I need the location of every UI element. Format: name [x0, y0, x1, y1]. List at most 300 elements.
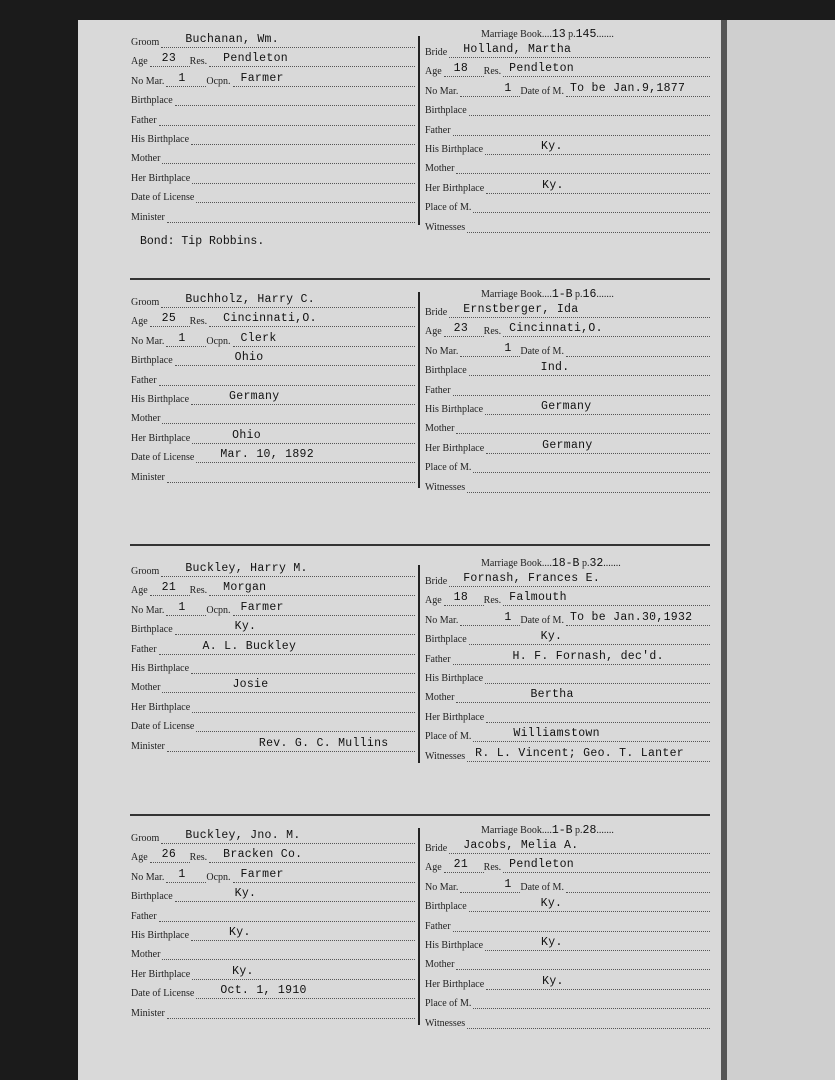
field-line	[473, 994, 710, 1009]
field-value: Bracken Co.	[223, 848, 303, 862]
field-label: Res.	[189, 56, 208, 68]
groom-row	[131, 146, 415, 164]
field-line	[196, 188, 415, 203]
groom-row	[131, 406, 415, 424]
field-label: Mother	[425, 959, 455, 971]
field-line	[159, 640, 415, 655]
field-label: Age	[131, 585, 148, 597]
field-label: Age	[425, 862, 442, 874]
bride-row	[425, 608, 710, 626]
field-line	[456, 419, 710, 434]
field-line	[161, 293, 415, 308]
field-value: Holland, Martha	[463, 43, 572, 56]
groom-row	[131, 559, 415, 577]
marriage-book-page: 32	[589, 557, 604, 570]
field-label: Date of License	[131, 452, 195, 464]
field-line	[469, 361, 710, 376]
field-label: Place of M.	[425, 731, 472, 743]
field-label: Birthplace	[425, 634, 467, 646]
field-line	[233, 868, 415, 883]
field-label: Father	[425, 384, 451, 396]
field-line	[503, 858, 710, 873]
bride-row	[425, 875, 710, 893]
field-line	[460, 342, 520, 357]
field-value: Ky.	[234, 887, 257, 901]
field-label: Mother	[131, 413, 161, 425]
field-line	[485, 140, 710, 155]
field-label: Father	[131, 374, 157, 386]
bride-row	[425, 685, 710, 703]
groom-row	[131, 30, 415, 48]
field-line	[449, 43, 710, 58]
field-value: Bertha	[530, 688, 574, 702]
marriage-book-number: 1-B	[551, 824, 573, 837]
bride-row	[425, 319, 710, 337]
field-value: Morgan	[223, 581, 267, 595]
bride-row	[425, 98, 710, 116]
field-line	[467, 747, 710, 762]
field-label: Witnesses	[425, 221, 466, 233]
column-divider	[418, 828, 420, 1025]
field-value: Ky.	[232, 964, 254, 978]
bride-row	[425, 588, 710, 606]
field-label: His Birthplace	[425, 940, 484, 951]
groom-row	[131, 656, 415, 674]
field-label: Father	[131, 643, 157, 655]
groom-row	[131, 981, 415, 999]
field-value: Farmer	[240, 600, 284, 614]
bride-row	[425, 176, 710, 194]
field-label: Her Birthplace	[131, 701, 191, 713]
bride-row	[425, 666, 710, 684]
field-label: Birthplace	[131, 624, 173, 636]
field-label: No Mar.	[425, 614, 459, 626]
field-line	[161, 829, 415, 844]
bride-row	[425, 436, 710, 454]
groom-row	[131, 578, 415, 596]
field-value: Ernstberger, Ida	[463, 303, 579, 316]
field-line	[473, 198, 710, 213]
field-line	[150, 581, 190, 596]
field-value: Pendleton	[509, 858, 574, 872]
groom-row	[131, 185, 415, 203]
field-line	[449, 839, 710, 854]
bride-row	[425, 79, 710, 97]
field-line	[159, 371, 415, 386]
groom-row	[131, 734, 415, 752]
field-value: 25	[161, 312, 177, 326]
groom-row	[131, 445, 415, 463]
groom-row	[131, 88, 415, 106]
field-line	[209, 312, 415, 327]
bride-row	[425, 339, 710, 357]
bride-row	[425, 647, 710, 665]
field-value: Pendleton	[223, 52, 288, 66]
field-value: 18	[453, 62, 469, 76]
bride-row	[425, 40, 710, 58]
field-line	[166, 601, 206, 616]
field-label: Res.	[483, 326, 502, 338]
groom-row	[131, 166, 415, 184]
field-line	[566, 878, 710, 893]
field-value: Ohio	[234, 351, 264, 365]
marriage-book-ref: Marriage Book....13 p.145.......	[481, 28, 614, 41]
bride-row	[425, 894, 710, 912]
groom-row	[131, 714, 415, 732]
field-label: Mother	[425, 692, 455, 704]
bride-row	[425, 914, 710, 932]
field-value: Germany	[541, 400, 592, 413]
field-label: Mother	[425, 163, 455, 175]
field-line	[192, 429, 415, 444]
field-value: Pendleton	[509, 62, 574, 76]
field-label: Bride	[425, 47, 448, 58]
groom-row	[131, 637, 415, 655]
field-label: Minister	[131, 740, 165, 752]
field-value: Germany	[229, 390, 280, 403]
groom-row	[131, 290, 415, 308]
groom-row	[131, 923, 415, 941]
field-label: Father	[425, 920, 451, 932]
field-value: Cincinnati,O.	[509, 322, 603, 336]
field-label: His Birthplace	[425, 404, 484, 415]
field-value: 1	[178, 600, 186, 614]
field-line	[209, 52, 415, 67]
field-label: Birthplace	[425, 901, 467, 913]
field-value: 18	[453, 591, 469, 605]
field-line	[209, 848, 415, 863]
groom-row	[131, 1001, 415, 1019]
marriage-book-label: Marriage Book	[481, 558, 542, 569]
field-line	[162, 149, 415, 164]
field-value: 23	[161, 52, 177, 66]
field-label: Birthplace	[425, 105, 467, 117]
marriage-book-number: 18-B	[551, 557, 580, 570]
field-line	[486, 975, 710, 990]
field-line	[162, 678, 415, 693]
field-value: 1	[504, 341, 512, 355]
field-line	[453, 381, 710, 396]
bride-row	[425, 569, 710, 587]
marriage-book-label: Marriage Book	[481, 825, 542, 836]
bride-row	[425, 455, 710, 473]
field-line	[162, 945, 415, 960]
field-label: Witnesses	[425, 750, 466, 762]
column-divider	[418, 565, 420, 763]
bride-row	[425, 855, 710, 873]
field-line	[192, 169, 415, 184]
field-line	[233, 332, 415, 347]
field-label: Age	[425, 66, 442, 78]
field-line	[167, 468, 415, 483]
field-label: Age	[131, 56, 148, 68]
bride-row	[425, 378, 710, 396]
bride-row	[425, 972, 710, 990]
field-label: Her Birthplace	[425, 182, 485, 194]
column-divider	[418, 292, 420, 488]
field-label: Birthplace	[131, 95, 173, 107]
field-line	[453, 650, 710, 665]
field-value: Rev. G. C. Mullins	[258, 736, 389, 750]
field-label: Age	[131, 852, 148, 864]
field-label: Bride	[425, 843, 448, 854]
groom-row	[131, 329, 415, 347]
field-label: Date of License	[131, 988, 195, 1000]
field-line	[469, 897, 710, 912]
field-line	[485, 400, 710, 415]
field-line	[486, 708, 710, 723]
field-line	[460, 611, 520, 626]
field-line	[444, 62, 484, 77]
field-label: No Mar.	[131, 871, 165, 883]
bride-row	[425, 195, 710, 213]
field-label: Date of M.	[520, 85, 564, 97]
field-line	[161, 562, 415, 577]
field-value: Buckley, Harry M.	[185, 562, 308, 575]
field-value: 1	[504, 877, 512, 891]
field-line	[473, 727, 710, 742]
field-line	[191, 390, 415, 405]
field-label: Res.	[189, 852, 208, 864]
field-line	[485, 936, 710, 951]
field-value: 21	[161, 581, 177, 595]
field-line	[485, 669, 710, 684]
field-label: Mother	[131, 153, 161, 165]
field-value: 21	[453, 858, 469, 872]
bride-row	[425, 952, 710, 970]
field-line	[150, 312, 190, 327]
groom-row	[131, 465, 415, 483]
field-line	[166, 332, 206, 347]
field-label: Ocpn.	[206, 604, 231, 616]
field-label: Res.	[483, 66, 502, 78]
groom-row	[131, 127, 415, 145]
field-label: Groom	[131, 833, 160, 844]
field-value: Jacobs, Melia A.	[463, 839, 579, 852]
field-line	[175, 620, 415, 635]
groom-row	[131, 962, 415, 980]
field-label: Bride	[425, 576, 448, 587]
field-line	[191, 926, 415, 941]
field-label: No Mar.	[131, 75, 165, 87]
field-label: Father	[425, 653, 451, 665]
page-label: p.	[581, 558, 590, 569]
bride-row	[425, 705, 710, 723]
field-line	[150, 848, 190, 863]
field-value: Germany	[542, 438, 593, 452]
field-line	[159, 907, 415, 922]
field-label: Father	[425, 124, 451, 136]
field-line	[453, 917, 710, 932]
field-line	[449, 572, 710, 587]
page-edge	[727, 20, 835, 1080]
field-line	[175, 91, 415, 106]
field-line	[192, 965, 415, 980]
field-line	[486, 439, 710, 454]
record-separator	[130, 814, 710, 816]
marriage-book-label: Marriage Book	[481, 289, 542, 300]
marriage-book-label: Marriage Book	[481, 29, 542, 40]
field-line	[473, 458, 710, 473]
field-value: 1	[504, 81, 512, 95]
field-line	[566, 611, 710, 626]
field-line	[566, 82, 710, 97]
field-line	[503, 62, 710, 77]
field-value: 23	[453, 322, 469, 336]
field-value: Farmer	[240, 71, 284, 85]
groom-row	[131, 108, 415, 126]
field-label: Groom	[131, 297, 160, 308]
groom-row	[131, 942, 415, 960]
field-value: Mar. 10, 1892	[220, 448, 314, 462]
field-line	[167, 737, 415, 752]
marriage-book-ref: Marriage Book....1-B p.16.......	[481, 288, 614, 301]
field-value: 26	[161, 848, 177, 862]
field-line	[486, 179, 710, 194]
marriage-book-number: 1-B	[551, 288, 573, 301]
groom-row	[131, 695, 415, 713]
bride-row	[425, 744, 710, 762]
field-line	[453, 121, 710, 136]
field-value: Ky.	[540, 630, 563, 644]
field-label: Bride	[425, 307, 448, 318]
marriage-book-page: 145	[575, 28, 597, 41]
field-label: Ocpn.	[206, 871, 231, 883]
field-value: Ky.	[541, 936, 563, 949]
field-value: Cincinnati,O.	[223, 312, 317, 326]
field-value: R. L. Vincent; Geo. T. Lanter	[475, 746, 684, 760]
field-label: Age	[131, 316, 148, 328]
field-label: Father	[131, 114, 157, 126]
field-label: Date of M.	[520, 614, 564, 626]
column-divider	[418, 36, 420, 225]
field-line	[467, 1014, 710, 1029]
field-label: Date of License	[131, 192, 195, 204]
bride-row	[425, 215, 710, 233]
bride-row	[425, 724, 710, 742]
field-label: No Mar.	[131, 335, 165, 347]
marriage-book-number: 13	[551, 28, 566, 41]
field-label: Mother	[131, 682, 161, 694]
field-label: Her Birthplace	[131, 968, 191, 980]
field-value: Buckley, Jno. M.	[185, 829, 301, 842]
page-label: p.	[568, 29, 576, 40]
field-line	[191, 659, 415, 674]
field-line	[566, 342, 710, 357]
field-value: Ky.	[541, 140, 563, 153]
field-value: To be Jan.30,1932	[569, 610, 693, 624]
field-label: Place of M.	[425, 998, 472, 1010]
groom-row	[131, 845, 415, 863]
bride-row	[425, 156, 710, 174]
field-line	[444, 591, 484, 606]
field-value: 1	[504, 610, 512, 624]
groom-row	[131, 348, 415, 366]
bride-row	[425, 836, 710, 854]
field-line	[444, 858, 484, 873]
groom-row	[131, 904, 415, 922]
field-label: Her Birthplace	[425, 442, 485, 454]
field-line	[209, 581, 415, 596]
field-label: Res.	[483, 862, 502, 874]
field-value: Josie	[232, 678, 269, 692]
field-label: Place of M.	[425, 462, 472, 474]
field-line	[467, 218, 710, 233]
field-label: His Birthplace	[425, 144, 484, 155]
field-value: 1	[178, 71, 186, 85]
field-value: Farmer	[240, 867, 284, 881]
field-line	[196, 984, 415, 999]
field-label: Date of License	[131, 721, 195, 733]
marriage-book-ref: Marriage Book....1-B p.28.......	[481, 824, 614, 837]
field-label: Her Birthplace	[425, 978, 485, 990]
field-value: Oct. 1, 1910	[220, 984, 307, 998]
field-label: His Birthplace	[131, 134, 190, 145]
field-label: Res.	[483, 595, 502, 607]
bride-row	[425, 137, 710, 155]
field-value: To be Jan.9,1877	[569, 81, 686, 95]
field-label: His Birthplace	[131, 930, 190, 941]
field-label: Birthplace	[425, 365, 467, 377]
field-label: Place of M.	[425, 202, 472, 214]
field-line	[162, 409, 415, 424]
field-label: Mother	[425, 423, 455, 435]
groom-row	[131, 826, 415, 844]
groom-row	[131, 617, 415, 635]
field-line	[503, 591, 710, 606]
field-value: Clerk	[240, 331, 277, 345]
field-line	[456, 159, 710, 174]
bride-row	[425, 397, 710, 415]
field-value: Ky.	[542, 974, 564, 988]
field-label: No Mar.	[425, 345, 459, 357]
field-label: Date of M.	[520, 881, 564, 893]
marriage-book-page: 28	[582, 824, 597, 837]
field-line	[460, 878, 520, 893]
field-label: Res.	[189, 585, 208, 597]
field-value: Ky.	[229, 926, 251, 939]
field-line	[196, 717, 415, 732]
field-value: 1	[178, 867, 186, 881]
bride-row	[425, 300, 710, 318]
field-label: Her Birthplace	[131, 432, 191, 444]
field-label: Minister	[131, 471, 165, 483]
field-line	[456, 688, 710, 703]
field-label: No Mar.	[131, 604, 165, 616]
field-label: Her Birthplace	[425, 711, 485, 723]
field-line	[159, 111, 415, 126]
page-label: p.	[575, 289, 583, 300]
field-line	[150, 52, 190, 67]
field-line	[161, 33, 415, 48]
marriage-book-page: 16	[582, 288, 597, 301]
groom-row	[131, 675, 415, 693]
field-line	[233, 601, 415, 616]
field-value: Fornash, Frances E.	[463, 572, 601, 585]
field-line	[469, 630, 710, 645]
field-line	[167, 208, 415, 223]
field-label: Witnesses	[425, 1017, 466, 1029]
bond-note: Bond: Tip Robbins.	[140, 235, 265, 248]
field-line	[166, 868, 206, 883]
groom-row	[131, 598, 415, 616]
marriage-book-ref: Marriage Book....18-B p.32.......	[481, 557, 621, 570]
field-value: Ohio	[232, 428, 261, 442]
field-value: Ind.	[540, 361, 570, 375]
groom-row	[131, 205, 415, 223]
record-separator	[130, 278, 710, 280]
field-line	[233, 72, 415, 87]
